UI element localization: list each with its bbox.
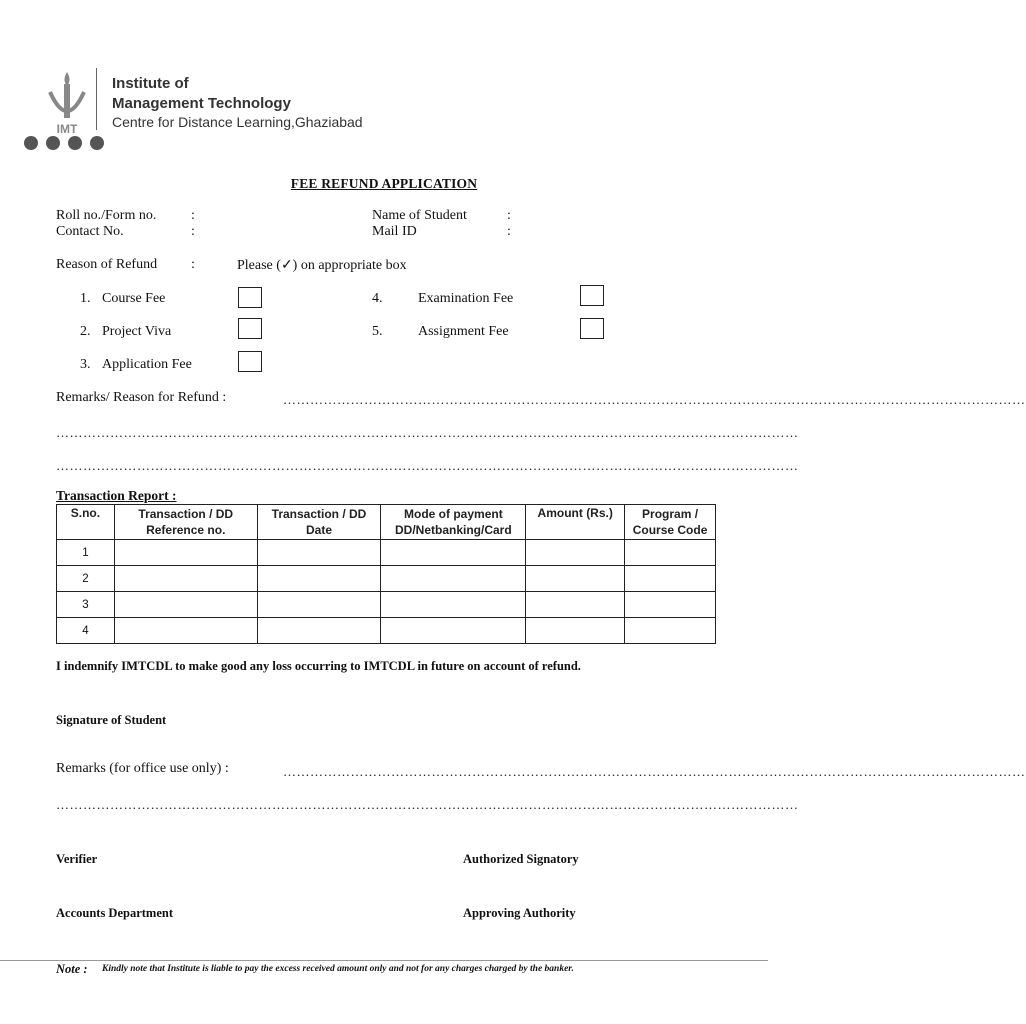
cell-mode[interactable] bbox=[381, 540, 526, 566]
signature-of-student: Signature of Student bbox=[56, 713, 167, 727]
dot-icon bbox=[68, 136, 82, 150]
col-date: Transaction / DD Date bbox=[257, 505, 381, 540]
cell-date[interactable] bbox=[257, 566, 381, 592]
footer-divider bbox=[0, 960, 768, 961]
col-mode-of-payment: Mode of payment DD/Netbanking/Card bbox=[381, 505, 526, 540]
option-assignment-fee: Assignment Fee bbox=[418, 324, 509, 339]
logo-dots bbox=[24, 136, 104, 150]
student-name-label: Name of Student bbox=[372, 208, 467, 223]
checkbox-application-fee[interactable] bbox=[238, 351, 262, 372]
remarks-line-1[interactable]: ………………………………………………………………………………………………………………………………………………… bbox=[283, 392, 1026, 407]
logo-abbr: IMT bbox=[56, 122, 78, 136]
row-sno: 4 bbox=[57, 618, 115, 644]
row-sno: 2 bbox=[57, 566, 115, 592]
logo-separator bbox=[96, 68, 97, 130]
cell-amount[interactable] bbox=[526, 618, 625, 644]
mail-id-label: Mail ID bbox=[372, 224, 417, 239]
checkbox-assignment-fee[interactable] bbox=[580, 318, 604, 339]
roll-no-label: Roll no./Form no. bbox=[56, 208, 157, 223]
cell-reference[interactable] bbox=[114, 566, 257, 592]
col-program-code: Program / Course Code bbox=[625, 505, 716, 540]
cell-amount[interactable] bbox=[526, 540, 625, 566]
table-row bbox=[57, 540, 716, 566]
checkbox-examination-fee[interactable] bbox=[580, 285, 604, 306]
instruction-prefix: Please ( bbox=[237, 258, 281, 273]
institute-line-2: Management Technology bbox=[112, 95, 291, 112]
note-label: Note : bbox=[56, 962, 88, 976]
dot-icon bbox=[46, 136, 60, 150]
row-sno: 1 bbox=[57, 540, 115, 566]
row-sno: 3 bbox=[57, 592, 115, 618]
cell-mode[interactable] bbox=[381, 618, 526, 644]
table-row bbox=[57, 592, 716, 618]
cell-mode[interactable] bbox=[381, 566, 526, 592]
cell-mode[interactable] bbox=[381, 592, 526, 618]
cell-program[interactable] bbox=[625, 618, 716, 644]
reason-instruction bbox=[237, 257, 407, 274]
form-title: FEE REFUND APPLICATION bbox=[290, 176, 478, 191]
cell-program[interactable] bbox=[625, 540, 716, 566]
option-course-fee: Course Fee bbox=[102, 291, 166, 306]
verifier-label: Verifier bbox=[56, 852, 98, 866]
contact-label: Contact No. bbox=[56, 224, 124, 239]
cell-reference[interactable] bbox=[114, 618, 257, 644]
table-header-row bbox=[57, 505, 716, 540]
col-amount: Amount (Rs.) bbox=[526, 505, 625, 540]
cell-program[interactable] bbox=[625, 566, 716, 592]
authorized-signatory-label: Authorized Signatory bbox=[463, 852, 579, 866]
note-text: Kindly note that Institute is liable to pay the excess received amount only and not for any charges charged by the banker. bbox=[102, 964, 574, 974]
remarks-label: Remarks/ Reason for Refund : bbox=[56, 390, 227, 405]
cell-date[interactable] bbox=[257, 540, 381, 566]
reason-label: Reason of Refund bbox=[56, 257, 158, 272]
option-application-fee: Application Fee bbox=[102, 357, 192, 372]
contact-colon: : bbox=[191, 224, 195, 239]
dot-icon bbox=[90, 136, 104, 150]
option-project-viva: Project Viva bbox=[102, 324, 172, 339]
check-mark-icon: ✓ bbox=[280, 258, 293, 273]
cell-date[interactable] bbox=[257, 592, 381, 618]
option-3-number: 3. bbox=[80, 357, 91, 372]
instruction-suffix: ) on appropriate box bbox=[292, 258, 407, 273]
option-2-number: 2. bbox=[80, 324, 91, 339]
remarks-line-3[interactable]: ………………………………………………………………………………………………………………………………………………… bbox=[56, 458, 799, 473]
remarks-line-2[interactable]: ………………………………………………………………………………………………………………………………………………… bbox=[56, 425, 799, 440]
col-reference-no: Transaction / DD Reference no. bbox=[114, 505, 257, 540]
cell-amount[interactable] bbox=[526, 566, 625, 592]
cell-reference[interactable] bbox=[114, 592, 257, 618]
checkbox-course-fee[interactable] bbox=[238, 287, 262, 308]
imt-logo-icon bbox=[40, 70, 94, 136]
cell-program[interactable] bbox=[625, 592, 716, 618]
table-row bbox=[57, 618, 716, 644]
transaction-table bbox=[56, 504, 716, 644]
office-remarks-line-1[interactable]: ………………………………………………………………………………………………………………………………………………… bbox=[283, 764, 1026, 779]
institute-line-1: Institute of bbox=[112, 75, 189, 92]
option-5-number: 5. bbox=[372, 324, 383, 339]
office-remarks-line-2[interactable]: ………………………………………………………………………………………………………………………………………………… bbox=[56, 797, 799, 812]
mail-id-colon: : bbox=[507, 224, 511, 239]
table-row bbox=[57, 566, 716, 592]
cell-reference[interactable] bbox=[114, 540, 257, 566]
roll-no-colon: : bbox=[191, 208, 195, 223]
accounts-department-label: Accounts Department bbox=[56, 906, 173, 920]
option-4-number: 4. bbox=[372, 291, 383, 306]
col-sno: S.no. bbox=[57, 505, 115, 540]
option-1-number: 1. bbox=[80, 291, 91, 306]
approving-authority-label: Approving Authority bbox=[463, 906, 576, 920]
transaction-report-heading: Transaction Report : bbox=[56, 488, 177, 503]
cell-date[interactable] bbox=[257, 618, 381, 644]
option-examination-fee: Examination Fee bbox=[418, 291, 514, 306]
indemnify-statement: I indemnify IMTCDL to make good any loss occurring to IMTCDL in future on account of refund. bbox=[56, 659, 581, 673]
checkbox-project-viva[interactable] bbox=[238, 318, 262, 339]
cell-amount[interactable] bbox=[526, 592, 625, 618]
dot-icon bbox=[24, 136, 38, 150]
office-remarks-label: Remarks (for office use only) : bbox=[56, 761, 229, 776]
reason-colon: : bbox=[191, 257, 195, 272]
institute-line-3: Centre for Distance Learning,Ghaziabad bbox=[112, 114, 363, 130]
student-name-colon: : bbox=[507, 208, 511, 223]
